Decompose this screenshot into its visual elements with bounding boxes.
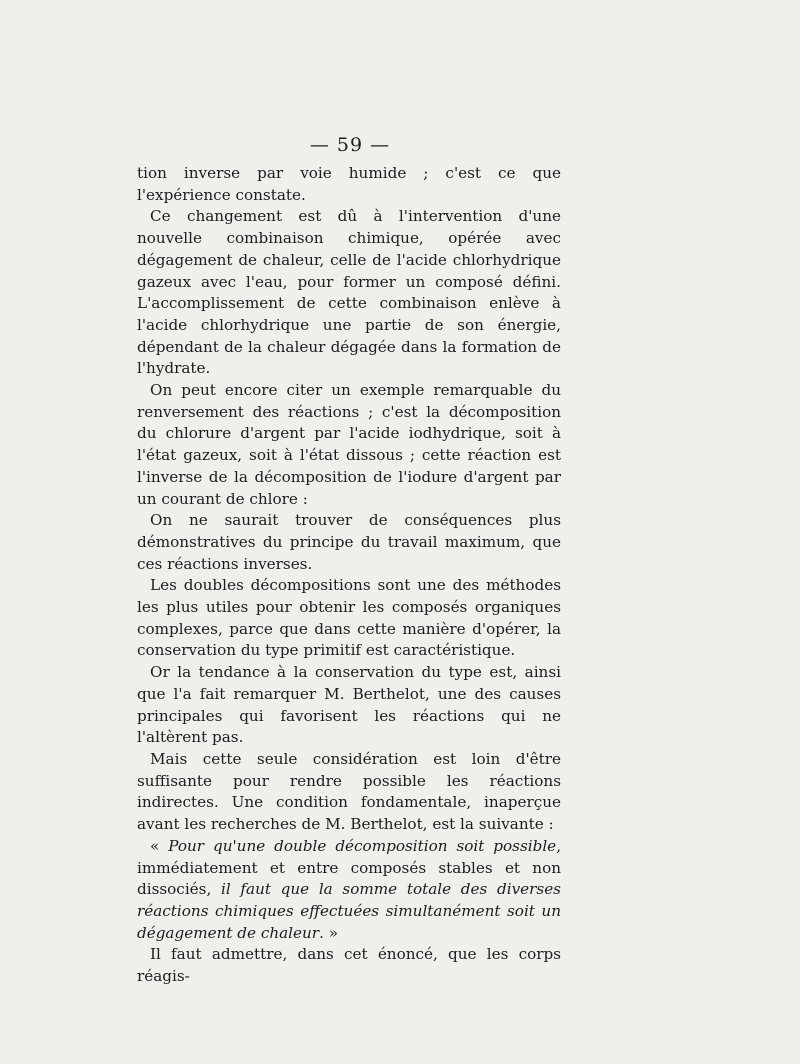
quote-italic-2: il faut que la somme totale des diverses réactions chimiques effectuées simultanément soit un dégagement de chaleur [137, 880, 561, 942]
quote-italic-1: Pour qu'une double décomposition soit possible [168, 836, 557, 855]
paragraph-3: On peut encore citer un exemple remarquable du renversement des réactions ; c'est la décomposition du chlorure d'argent par l'acide iodhydrique, soit à l'état gazeux, soit à l'état dissous ; cette réaction est l'inverse de la décomposition de l'iodure d'argent par un courant de chlore : [137, 381, 561, 508]
paragraph-2: Ce changement est dû à l'intervention d'une nouvelle combinaison chimique, opérée avec dégagement de chaleur, celle de l'acide chlorhydrique gazeux avec l'eau, pour former un composé défini. L'accomplissement de cette combinaison enlève à l'acide chlorhydrique une partie de son énergie, dépendant de la chaleur dégagée dans la formation de l'hydrate. [137, 207, 561, 378]
quote-middle: , immédiatement et entre composés stables et non dissociés, [137, 836, 562, 899]
page-number: — 59 — [309, 134, 391, 156]
quote-close: . » [319, 923, 339, 942]
quote-open: « [150, 836, 169, 855]
paragraph-7: Mais cette seule considération est loin d'être suffisante pour rendre possible les réactions indirectes. Une condition fondamentale, inaperçue avant les recherches de M. Berthelot, est la suivante : [137, 749, 561, 834]
paragraph-4: On ne saurait trouver de conséquences plus démonstratives du principe du travail maximum, que ces réactions inverses. [137, 511, 561, 573]
paragraph-5: Les doubles décompositions sont une des méthodes les plus utiles pour obtenir les composés organiques complexes, parce que dans cette manière d'opérer, la conservation du type primitif est caractéristique. [137, 576, 561, 660]
quote-paragraph [137, 836, 561, 945]
body-text [137, 163, 561, 988]
paragraph-1: tion inverse par voie humide ; c'est ce que l'expérience constate. [137, 164, 561, 204]
paragraph-6: Or la tendance à la conservation du type est, ainsi que l'a fait remarquer M. Berthelot, une des causes principales qui favorisent les réactions qui ne l'altèrent pas. [137, 663, 561, 747]
last-line: Il faut admettre, dans cet énoncé, que les corps réagis- [137, 945, 561, 986]
